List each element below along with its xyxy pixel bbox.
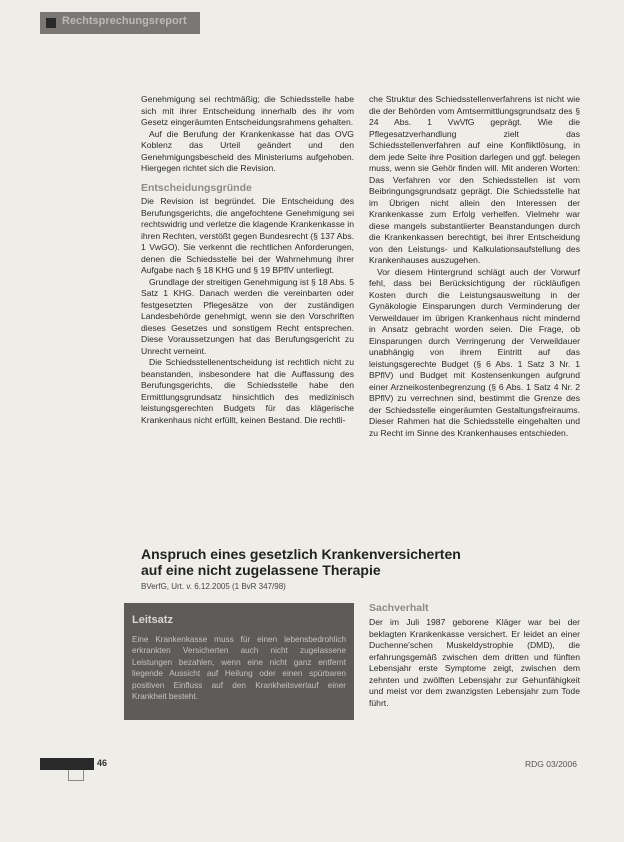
right-column bbox=[369, 94, 580, 439]
left-paragraph-5: Die Schiedsstellenentscheidung ist rechtlich nicht zu beanstanden, insbesondere hat die Auffassung des Berufungsgerichts, die Schiedsstelle habe den Ermittlungsgrundsatz hinsichtlich des medizinisch leistungsgerechten Budgets für das klägerische Krankenhaus nicht erfüllt, keinen Bestand. Die rechtli- bbox=[141, 357, 354, 425]
left-column bbox=[141, 94, 354, 426]
leitsatz-text: Eine Krankenkasse muss für einen lebensbedrohlich erkrankten Versicherten auch nicht zugelassene Leistungen bezahlen, wenn eine nicht ganz entfernt liegende Aussicht auf Heilung oder einen spürbaren positiven Einfluss auf den Krankheitsverlauf einer Krankheit besteht. bbox=[132, 635, 346, 702]
page-number: 46 bbox=[97, 758, 108, 768]
leitsatz-box bbox=[124, 603, 354, 720]
section-header-bar bbox=[40, 12, 200, 34]
crop-mark-icon bbox=[68, 770, 84, 781]
leitsatz-title: Leitsatz bbox=[132, 614, 173, 626]
section-heading-entscheidungsgruende: Entscheidungsgründe bbox=[141, 181, 252, 194]
left-paragraph-1: Genehmigung sei rechtmäßig; die Schiedsstelle habe sich mit ihrer Entscheidung innerhalb des ihr vom Gesetz eingeräumten Entscheidungsrahmens gehalten. bbox=[141, 94, 354, 127]
header-square-icon bbox=[46, 18, 56, 28]
section-header-title: Rechtsprechungsreport bbox=[62, 15, 187, 27]
left-paragraph-2: Auf die Berufung der Krankenkasse hat das OVG Koblenz das Urteil geändert und den Genehmigungsbescheid des Ministeriums aufgehoben. Hiergegen richtet sich die Revision. bbox=[141, 128, 354, 173]
sachverhalt-heading: Sachverhalt bbox=[369, 602, 429, 614]
journal-issue: RDG 03/2006 bbox=[525, 759, 577, 769]
sachverhalt-text: Der im Juli 1987 geborene Kläger war bei der beklagten Krankenkasse versichert. Er leidet an einer Duchenne'schen Muskeldystrophie (DMD), die erfahrungsgemäß zwischen dem dritten und fünften Lebensjahr erste Symptome zeigt, zwischen dem zehnten und zwölften Lebensjahr zur Gehunfähigkeit und meist vor dem zwanzigsten Lebensjahr zum Tode führt. bbox=[369, 617, 580, 708]
article-citation: BVerfG, Urt. v. 6.12.2005 (1 BvR 347/98) bbox=[141, 582, 286, 591]
article-title-line-1: Anspruch eines gesetzlich Krankenversicherten bbox=[141, 546, 461, 562]
right-paragraph-1: che Struktur des Schiedsstellenverfahrens ist nicht wie die der Behörden vom Amtsermittlungsgrundsatz des § 24 Abs. 1 VwVfG geprägt. Wie die Pflegesatzverhandlung zielt das Schiedsstellenverfahren auf eine Konfliktlösung, in dem jede Seite ihre Position darlegen und ggf. belegen muss, wenn sie Gehör finden will. Mit anderen Worten: Das Verfahren vor den Schiedsstellen ist vom Beibringungsgrundsatz geprägt. Die Schiedsstelle hat im Übrigen nicht allein den Interessen der Krankenkasse zum Erfolg verhelfen. Vielmehr war diese mangels substantiierter Beanstandungen durch die Krankenkassen berechtigt, bei ihrer Entscheidung von den Leistungs- und Kalkulationsaufstellung des Krankenhauses auszugehen. bbox=[369, 94, 580, 265]
left-paragraph-3: Die Revision ist begründet. Die Entscheidung des Berufungsgerichts, die angefochtene Genehmigung sei rechtswidrig und verletze die klagende Krankenkasse in ihren Rechten, verstößt gegen Bundesrecht (§ 137 Abs. 1 VwGO). Sie verkennt die rechtlichen Anforderungen, denen die Schiedsstelle bei der Wahrnehmung ihrer Aufgabe nach § 18 KHG und § 19 BPflV unterliegt. bbox=[141, 196, 354, 275]
left-paragraph-4: Grundlage der streitigen Genehmigung ist § 18 Abs. 5 Satz 1 KHG. Danach werden die vereinbarten oder festgesetzten Pflegesätze von der zuständigen Landesbehörde genehmigt, wenn sie den Vorschriften dieses Gesetzes und sonstigem Recht entsprechen. Diese Voraussetzungen hat das Berufungsgericht zu Unrecht verneint. bbox=[141, 276, 354, 356]
page-number-bar bbox=[40, 758, 94, 770]
right-paragraph-2: Vor diesem Hintergrund schlägt auch der Vorwurf fehl, dass bei Berücksichtigung der rückläufigen Kosten durch die Leistungsausweitung in der Gynäkologie Einsparungen durch Verminderung der Verweildauer im übrigen Krankenhaus nicht mindernd in Ansatz gebracht worden seien. Die Frage, ob Einsparungen durch Verringerung der Verweildauer unabhängig von ihrem Eintritt auf das leistungsgerechte Budget (§ 6 Abs. 1 Satz 3 Nr. 1 BPflV) und Budget mit Kostensenkungen aufgrund einer Arzneikostenbegrenzung (§ 6 Abs. 1 Satz 4 Nr. 2 BPflV) zu verrechnen sind, bestimmt die Grenze des der Schiedsstelle eingeräumten Gestaltungsfreiraums. Dieser Rahmen hat die Schiedsstelle eingehalten und zu Recht im Sinne des Krankenhauses entschieden. bbox=[369, 266, 580, 438]
article-title bbox=[141, 546, 581, 578]
article-title-line-2: auf eine nicht zugelassene Therapie bbox=[141, 562, 381, 578]
